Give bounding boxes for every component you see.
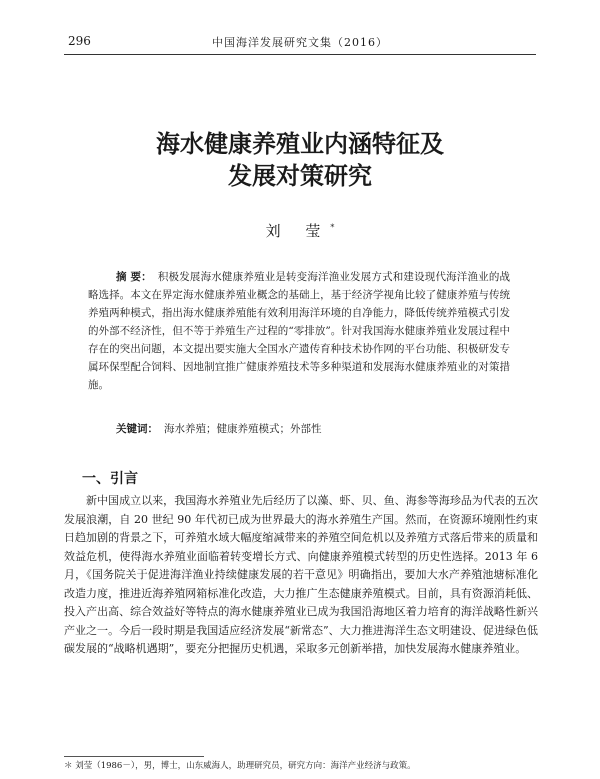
keywords-text: 海水养殖；健康养殖模式；外部性 <box>164 423 322 435</box>
abstract <box>88 268 510 394</box>
page-number: 296 <box>68 34 91 48</box>
running-header: 中国海洋发展研究文集（2016） <box>212 36 388 49</box>
footnote: ＊ 刘莹（1986－），男，博士，山东威海人，助理研究员，研究方向：海洋产业经济与政策。 <box>64 761 416 771</box>
author-line <box>200 220 400 241</box>
abstract-text: 积极发展海水健康养殖业是转变海洋渔业发展方式和建设现代海洋渔业的战略选择。本文在界定海水健康养殖业概念的基础上，基于经济学视角比较了健康养殖与传统养殖两种模式，指出海水健康养殖能有效利用海洋环境的自净能力，降低传统养殖模式引发的外部不经济性，但不等于养殖生产过程的“零排放”。针对我国海水健康养殖业发展过程中存在的突出问题，本文提出要实施大全国水产遗传育种技术协作网的平台功能、积极研发专属环保型配合饲料、因地制宜推广健康养殖技术等多种渠道和发展海水健康养殖业的对策措施。 <box>88 271 511 391</box>
title-line-2: 发展对策研究 <box>228 162 372 190</box>
author-footnote-mark: * <box>330 223 335 232</box>
keywords <box>88 420 510 438</box>
abstract-label: 摘 要： <box>116 271 152 283</box>
footnote-rule <box>64 756 204 757</box>
section-heading: 一、引言 <box>82 471 138 487</box>
body-paragraph: 新中国成立以来，我国海水养殖业先后经历了以藻、虾、贝、鱼、海参等海珍品为代表的五次发展浪潮，自 20 世纪 90 年代初已成为世界最大的海水养殖生产国。然而，在资源环境刚性约束日趋加剧的背景之下，可养殖水域大幅度缩减带来的养殖空间危机以及养殖方式落后带来的质量和效益危机，使得海水养殖业面临着转变增长方式、向健康养殖模式转型的历史性选择。2013 年 6 月，《国务院关于促进海洋渔业持续健康发展的若干意见》明确指出，要加大水产养殖池塘标准化改造力度，推进近海养殖网箱标准化改造，大力推广生态健康养殖模式。目前，具有资源消耗低、投入产出高、综合效益好等特点的海水健康养殖业已成为我国沿海地区着力培育的海洋战略性新兴产业之一。今后一段时期是我国适应经济发展“新常态”、大力推进海洋生态文明建设、促进绿色低碳发展的“战略机遇期”，要充分把握历史机遇，采取多元创新举措，加快发展海水健康养殖业。 <box>64 494 538 655</box>
keywords-label: 关键词： <box>116 423 158 435</box>
header-rule <box>64 54 536 55</box>
article-title <box>60 128 540 192</box>
title-line-1: 海水健康养殖业内涵特征及 <box>156 130 444 158</box>
author-name: 刘 莹 <box>265 222 331 240</box>
